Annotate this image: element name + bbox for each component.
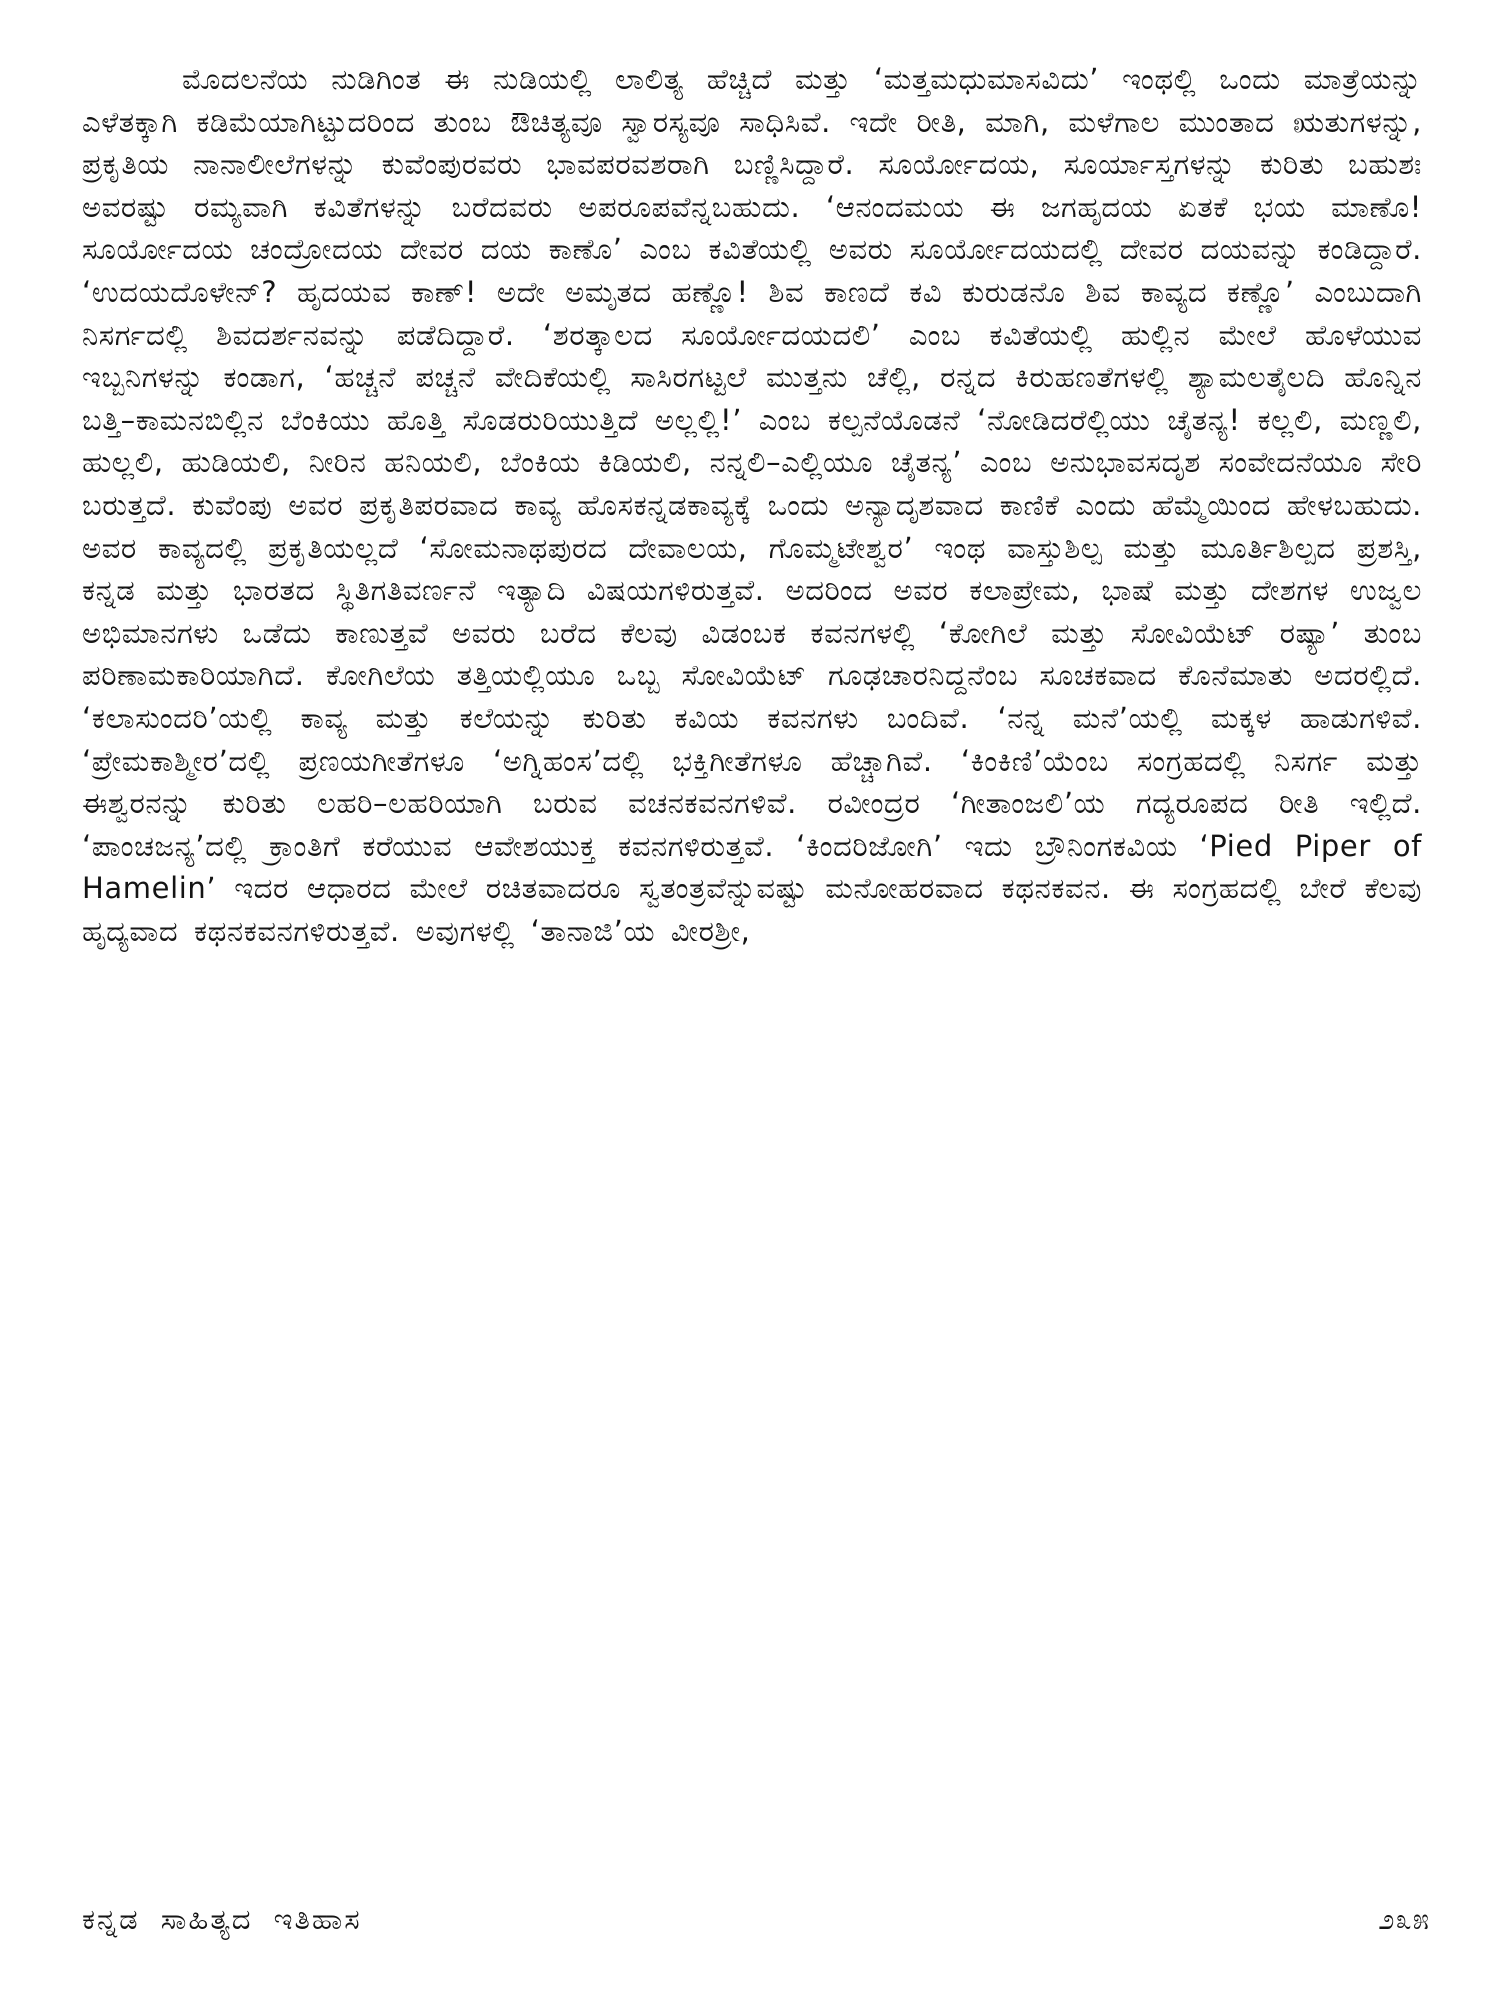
footer-book-title: ಕನ್ನಡ ಸಾಹಿತ್ಯದ ಇತಿಹಾಸ xyxy=(82,1902,362,1936)
body-paragraph: ಮೊದಲನೆಯ ನುಡಿಗಿಂತ ಈ ನುಡಿಯಲ್ಲಿ ಲಾಲಿತ್ಯ ಹೆಚ್ಚಿದೆ ಮತ್ತು ‘ಮತ್ತಮಧುಮಾಸವಿದು’ ಇಂಥಲ್ಲಿ ಒಂದು ಮಾತ್ರೆಯನ್ನು ಎಳೆತಕ್ಕಾಗಿ ಕಡಿಮೆಯಾಗಿಟ್ಟುದರಿಂದ ತುಂಬ ಔಚಿತ್ಯವೂ ಸ್ವಾರಸ್ಯವೂ ಸಾಧಿಸಿವೆ. ಇದೇ ರೀತಿ, ಮಾಗಿ, ಮಳೆಗಾಲ ಮುಂತಾದ ಋತುಗಳನ್ನು, ಪ್ರಕೃತಿಯ ನಾನಾಲೀಲೆಗಳನ್ನು ಕುವೆಂಪುರವರು ಭಾವಪರವಶರಾಗಿ ಬಣ್ಣಿಸಿದ್ದಾರೆ. ಸೂರ್ಯೋದಯ, ಸೂರ್ಯಾಸ್ತಗಳನ್ನು ಕುರಿತು ಬಹುಶಃ ಅವರಷ್ಟು ರಮ್ಯವಾಗಿ ಕವಿತೆಗಳನ್ನು ಬರೆದವರು ಅಪರೂಪವೆನ್ನಬಹುದು. ‘ಆನಂದಮಯ ಈ ಜಗಹೃದಯ ಏತಕೆ ಭಯ ಮಾಣೊ! ಸೂರ್ಯೋದಯ ಚಂದ್ರೋದಯ ದೇವರ ದಯ ಕಾಣೊ’ ಎಂಬ ಕವಿತೆಯಲ್ಲಿ ಅವರು ಸೂರ್ಯೋದಯದಲ್ಲಿ ದೇವರ ದಯವನ್ನು ಕಂಡಿದ್ದಾರೆ. ‘ಉದಯದೊಳೇನ್? ಹೃದಯವ ಕಾಣ್! ಅದೇ ಅಮೃತದ ಹಣ್ಣೊ! ಶಿವ ಕಾಣದೆ ಕವಿ ಕುರುಡನೊ ಶಿವ ಕಾವ್ಯದ ಕಣ್ಣೊ’ ಎಂಬುದಾಗಿ ನಿಸರ್ಗದಲ್ಲಿ ಶಿವದರ್ಶನವನ್ನು ಪಡೆದಿದ್ದಾರೆ. ‘ಶರತ್ಕಾಲದ ಸೂರ್ಯೋದಯದಲಿ’ ಎಂಬ ಕವಿತೆಯಲ್ಲಿ ಹುಲ್ಲಿನ ಮೇಲೆ ಹೊಳೆಯುವ ಇಬ್ಬನಿಗಳನ್ನು ಕಂಡಾಗ, ‘ಹಚ್ಚನೆ ಪಚ್ಚನೆ ವೇದಿಕೆಯಲ್ಲಿ ಸಾಸಿರಗಟ್ಟಲೆ ಮುತ್ತನು ಚೆಲ್ಲಿ, ರನ್ನದ ಕಿರುಹಣತೆಗಳಲ್ಲಿ ಶ್ಯಾಮಲತೈಲದಿ ಹೊನ್ನಿನ ಬತ್ತಿ–ಕಾಮನಬಿಲ್ಲಿನ ಬೆಂಕಿಯು ಹೊತ್ತಿ ಸೊಡರುರಿಯುತ್ತಿದೆ ಅಲ್ಲಲ್ಲಿ!’ ಎಂಬ ಕಲ್ಪನೆಯೊಡನೆ ‘ನೋಡಿದರೆಲ್ಲಿಯು ಚೈತನ್ಯ! ಕಲ್ಲಲಿ, ಮಣ್ಣಲಿ, ಹುಲ್ಲಲಿ, ಹುಡಿಯಲಿ, ನೀರಿನ ಹನಿಯಲಿ, ಬೆಂಕಿಯ ಕಿಡಿಯಲಿ, ನನ್ನಲಿ–ಎಲ್ಲಿಯೂ ಚೈತನ್ಯ’ ಎಂಬ ಅನುಭಾವಸದೃಶ ಸಂವೇದನೆಯೂ ಸೇರಿ ಬರುತ್ತದೆ. ಕುವೆಂಪು ಅವರ ಪ್ರಕೃತಿಪರವಾದ ಕಾವ್ಯ ಹೊಸಕನ್ನಡಕಾವ್ಯಕ್ಕೆ ಒಂದು ಅನ್ಯಾದೃಶವಾದ ಕಾಣಿಕೆ ಎಂದು ಹೆಮ್ಮೆಯಿಂದ ಹೇಳಬಹುದು. ಅವರ ಕಾವ್ಯದಲ್ಲಿ ಪ್ರಕೃತಿಯಲ್ಲದೆ ‘ಸೋಮನಾಥಪುರದ ದೇವಾಲಯ, ಗೊಮ್ಮಟೇಶ್ವರ’ ಇಂಥ ವಾಸ್ತುಶಿಲ್ಪ ಮತ್ತು ಮೂರ್ತಿಶಿಲ್ಪದ ಪ್ರಶಸ್ತಿ, ಕನ್ನಡ ಮತ್ತು ಭಾರತದ ಸ್ಥಿತಿಗತಿವರ್ಣನೆ ಇತ್ಯಾದಿ ವಿಷಯಗಳಿರುತ್ತವೆ. ಅದರಿಂದ ಅವರ ಕಲಾಪ್ರೇಮ, ಭಾಷೆ ಮತ್ತು ದೇಶಗಳ ಉಜ್ವಲ ಅಭಿಮಾನಗಳು ಒಡೆದು ಕಾಣುತ್ತವೆ ಅವರು ಬರೆದ ಕೆಲವು ವಿಡಂಬಕ ಕವನಗಳಲ್ಲಿ ‘ಕೋಗಿಲೆ ಮತ್ತು ಸೋವಿಯೆಟ್ ರಷ್ಯಾ’ ತುಂಬ ಪರಿಣಾಮಕಾರಿಯಾಗಿದೆ. ಕೋಗಿಲೆಯ ತತ್ತಿಯಲ್ಲಿಯೂ ಒಬ್ಬ ಸೋವಿಯೆಟ್ ಗೂಢಚಾರನಿದ್ದನೆಂಬ ಸೂಚಕವಾದ ಕೊನೆಮಾತು ಅದರಲ್ಲಿದೆ. ‘ಕಲಾಸುಂದರಿ’ಯಲ್ಲಿ ಕಾವ್ಯ ಮತ್ತು ಕಲೆಯನ್ನು ಕುರಿತು ಕವಿಯ ಕವನಗಳು ಬಂದಿವೆ. ‘ನನ್ನ ಮನೆ’ಯಲ್ಲಿ ಮಕ್ಕಳ ಹಾಡುಗಳಿವೆ. ‘ಪ್ರೇಮಕಾಶ್ಮೀರ’ದಲ್ಲಿ ಪ್ರಣಯಗೀತೆಗಳೂ ‘ಅಗ್ನಿಹಂಸ’ದಲ್ಲಿ ಭಕ್ತಿಗೀತೆಗಳೂ ಹೆಚ್ಚಾಗಿವೆ. ‘ಕಿಂಕಿಣಿ’ಯೆಂಬ ಸಂಗ್ರಹದಲ್ಲಿ ನಿಸರ್ಗ ಮತ್ತು ಈಶ್ವರನನ್ನು ಕುರಿತು ಲಹರಿ–ಲಹರಿಯಾಗಿ ಬರುವ ವಚನಕವನಗಳಿವೆ. ರವೀಂದ್ರರ ‘ಗೀತಾಂಜಲಿ’ಯ ಗದ್ಯರೂಪದ ರೀತಿ ಇಲ್ಲಿದೆ. ‘ಪಾಂಚಜನ್ಯ’ದಲ್ಲಿ ಕ್ರಾಂತಿಗೆ ಕರೆಯುವ ಆವೇಶಯುಕ್ತ ಕವನಗಳಿರುತ್ತವೆ. ‘ಕಿಂದರಿಜೋಗಿ’ ಇದು ಬ್ರೌನಿಂಗಕವಿಯ ‘Pied Piper of Hamelin’ ಇದರ ಆಧಾರದ ಮೇಲೆ ರಚಿತವಾದರೂ ಸ್ವತಂತ್ರವೆನ್ನುವಷ್ಟು ಮನೋಹರವಾದ ಕಥನಕವನ. ಈ ಸಂಗ್ರಹದಲ್ಲಿ ಬೇರೆ ಕೆಲವು ಹೃದ್ಯವಾದ ಕಥನಕವನಗಳಿರುತ್ತವೆ. ಅವುಗಳಲ್ಲಿ ‘ತಾನಾಜಿ’ಯ ವೀರಶ್ರೀ, xyxy=(82,62,1422,948)
page-number: ೨೩೫ xyxy=(1378,1902,1430,1936)
